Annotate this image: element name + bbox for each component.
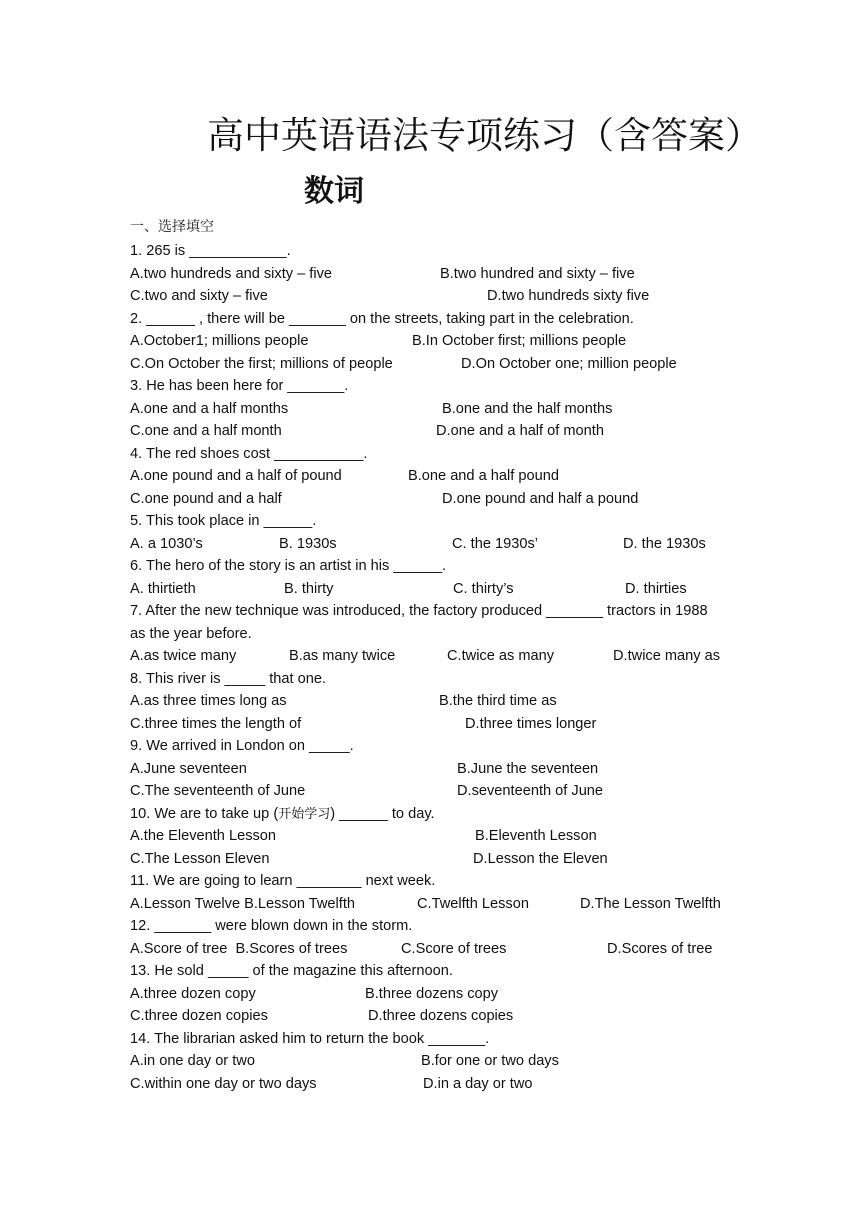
question-stem-prefix: 10. We are to take up ( <box>130 805 279 822</box>
option-c: C.twice as many <box>447 648 555 664</box>
option-a-b: A.Lesson Twelve B.Lesson Twelfth <box>130 895 355 912</box>
option-a: A.three dozen copy <box>130 985 256 1002</box>
question-stem: 9. We arrived in London on _____. <box>130 738 354 754</box>
option-a: A.one pound and a half of pound <box>130 468 342 484</box>
option-c: C.Twelfth Lesson <box>417 895 529 912</box>
page-title: 高中英语语法专项练习（含答案） <box>207 114 762 157</box>
question-stem: 13. He sold _____ of the magazine this afternoon. <box>130 963 453 979</box>
option-b: B.as many twice <box>289 648 396 664</box>
question-stem-suffix: ) ______ to day. <box>330 805 435 822</box>
option-d: D.one and a half of month <box>436 423 604 439</box>
option-c: C.The seventeenth of June <box>130 783 306 799</box>
option-a: A.as twice many <box>130 648 237 664</box>
question-stem: 12. _______ were blown down in the storm. <box>130 918 413 934</box>
section-heading: 一、选择填空 <box>130 219 214 235</box>
option-a: A. thirtieth <box>130 580 196 597</box>
question-stem: 5. This took place in ______. <box>130 513 317 529</box>
option-d: D.Scores of tree <box>607 940 713 957</box>
option-row <box>130 983 750 1006</box>
question-stem: 7. After the new technique was introduced, the factory produced _______ tractors in 1988 <box>130 603 708 619</box>
question-stem: 3. He has been here for _______. <box>130 378 349 394</box>
option-row <box>130 465 750 488</box>
option-c: C.one and a half month <box>130 423 282 439</box>
option-d: D.On October one; million people <box>461 355 677 372</box>
question-stem: 1. 265 is ____________. <box>130 243 291 259</box>
option-a: A.two hundreds and sixty – five <box>130 265 332 282</box>
option-b: B.In October first; millions people <box>412 333 627 349</box>
page-subtitle: 数词 <box>304 174 364 209</box>
option-row <box>130 645 750 668</box>
option-a: A. a 1030’s <box>130 535 203 552</box>
option-d: D.three dozens copies <box>368 1008 514 1024</box>
option-a-b: A.Score of tree B.Scores of trees <box>130 940 348 957</box>
option-b: B.June the seventeen <box>457 760 599 777</box>
option-b: B. thirty <box>284 580 334 597</box>
option-a: A.as three times long as <box>130 693 287 709</box>
option-c: C.On October the first; millions of people <box>130 355 393 372</box>
option-d: D.three times longer <box>465 715 597 732</box>
option-b: B.one and a half pound <box>408 468 559 484</box>
option-c: C.Score of trees <box>401 940 507 957</box>
option-a: A.one and a half months <box>130 400 289 417</box>
option-row <box>130 780 750 803</box>
option-c: C.within one day or two days <box>130 1075 317 1092</box>
option-row <box>130 1005 750 1028</box>
option-c: C. thirty’s <box>453 580 514 597</box>
option-b: B.one and the half months <box>442 400 613 417</box>
option-d: D.in a day or two <box>423 1075 533 1092</box>
option-d: D.Lesson the Eleven <box>473 850 608 867</box>
option-row <box>130 825 750 848</box>
option-a: A.October1; millions people <box>130 333 309 349</box>
option-row <box>130 758 750 781</box>
option-row <box>130 285 750 308</box>
option-b: B.Eleventh Lesson <box>475 828 597 844</box>
option-c: C.three times the length of <box>130 715 302 732</box>
option-a: A.June seventeen <box>130 760 247 777</box>
option-b: B.the third time as <box>439 693 557 709</box>
question-stem <box>130 803 750 826</box>
option-row <box>130 578 750 601</box>
question-stem: 4. The red shoes cost ___________. <box>130 445 368 462</box>
question-stem-continued: as the year before. <box>130 625 252 642</box>
question-stem: 2. ______ , there will be _______ on the streets, taking part in the celebration. <box>130 310 634 327</box>
option-row <box>130 713 750 736</box>
option-b: B.three dozens copy <box>365 985 499 1002</box>
option-c: C.The Lesson Eleven <box>130 850 270 867</box>
option-row <box>130 263 750 286</box>
question-stem-chinese-note: 开始学习 <box>278 806 331 822</box>
option-d: D.two hundreds sixty five <box>487 288 650 304</box>
option-row <box>130 848 750 871</box>
option-b: B.for one or two days <box>421 1053 559 1069</box>
option-a: A.in one day or two <box>130 1053 255 1069</box>
option-a: A.the Eleventh Lesson <box>130 828 277 844</box>
option-c: C.three dozen copies <box>130 1008 268 1024</box>
question-stem: 8. This river is _____ that one. <box>130 670 327 687</box>
question-list <box>130 240 750 1095</box>
option-row <box>130 420 750 443</box>
option-d: D.seventeenth of June <box>457 783 604 799</box>
option-row <box>130 488 750 511</box>
option-b: B.two hundred and sixty – five <box>440 265 635 282</box>
option-c: C.one pound and a half <box>130 490 282 507</box>
option-c: C. the 1930s’ <box>452 535 538 552</box>
option-row <box>130 1050 750 1073</box>
option-c: C.two and sixty – five <box>130 288 268 304</box>
option-d: D. thirties <box>625 580 687 597</box>
option-row <box>130 893 750 916</box>
option-row <box>130 938 750 961</box>
question-stem: 6. The hero of the story is an artist in his ______. <box>130 558 447 574</box>
option-row <box>130 533 750 556</box>
option-d: D.The Lesson Twelfth <box>580 895 721 912</box>
question-stem: 14. The librarian asked him to return the book _______. <box>130 1030 490 1047</box>
option-row <box>130 353 750 376</box>
option-b: B. 1930s <box>279 535 337 552</box>
option-d: D. the 1930s <box>623 535 706 552</box>
option-row <box>130 1073 750 1096</box>
option-row <box>130 690 750 713</box>
option-row <box>130 398 750 421</box>
question-stem: 11. We are going to learn ________ next week. <box>130 873 436 889</box>
option-d: D.twice many as <box>613 648 721 664</box>
option-d: D.one pound and half a pound <box>442 490 639 507</box>
option-row <box>130 330 750 353</box>
